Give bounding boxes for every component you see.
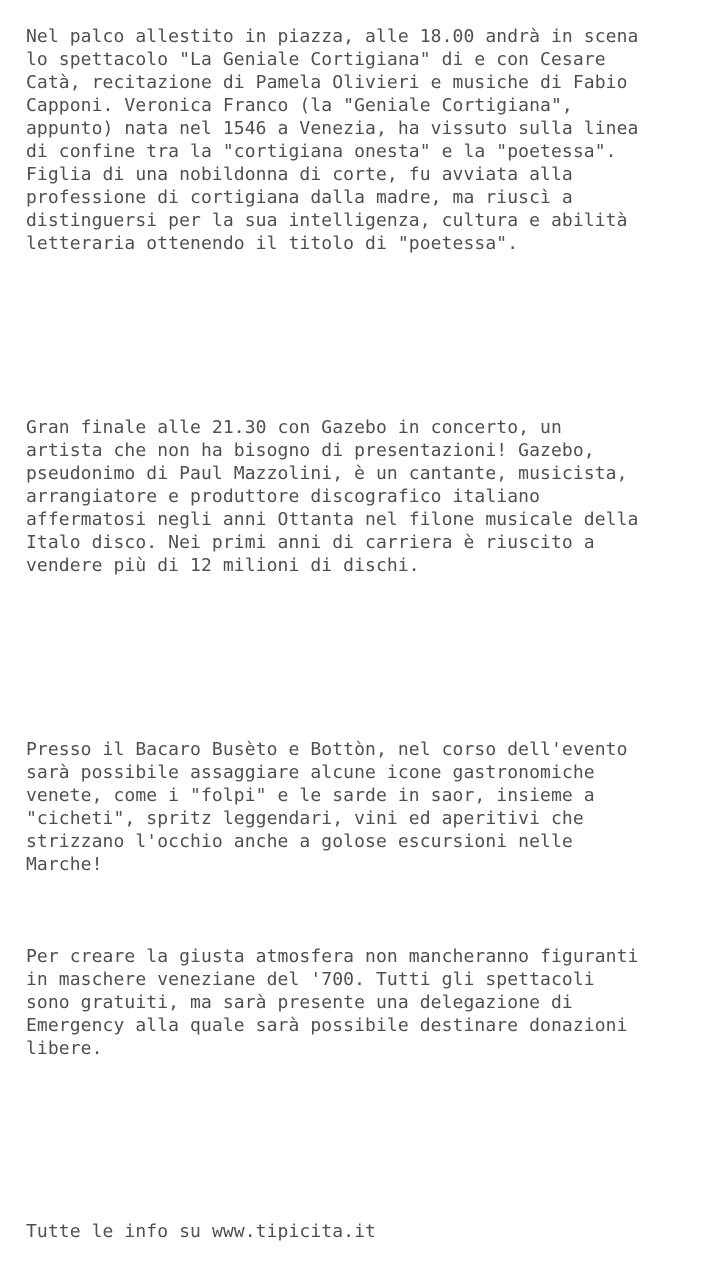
tipicita-link[interactable]: www.tipicita.it (211, 1221, 376, 1242)
paragraph-gazebo-concert: Gran finale alle 21.30 con Gazebo in concerto, un artista che non ha bisogno di presentazioni! Gazebo, pseudonimo di Paul Mazzolini, è un cantante, musicista, arrangiatore e produttore discografico italiano affermatosi negli anni Ottanta nel filone musicale della Italo disco. Nei primi anni di carriera è riuscito a vendere più di 12 milioni di dischi. (26, 417, 639, 576)
info-prefix: Tutte le info su (26, 1221, 212, 1242)
paragraph-geniale-cortigiana: Nel palco allestito in piazza, alle 18.00 andrà in scena lo spettacolo "La Geniale Cortigiana" di e con Cesare Catà, recitazione di Pamela Olivieri e musiche di Fabio Capponi. Veronica Franco (la "Geniale Cortigiana", appunto) nata nel 1546 a Venezia, ha vissuto sulla linea di confine tra la "cortigiana onesta" e la "poetessa". Figlia di una nobildonna di corte, fu avviata alla professione di cortigiana dalla madre, ma riuscì a distinguersi per la sua intelligenza, cultura e abilità letteraria ottenendo il titolo di "poetessa". (26, 26, 639, 254)
paragraph-masks-emergency: Per creare la giusta atmosfera non mancheranno figuranti in maschere veneziane del '700. Tutti gli spettacoli sono gratuiti, ma sarà presente una delegazione di Emergency alla quale sarà possibile destinare donazioni libere. (26, 946, 639, 1059)
paragraph-info (26, 1220, 696, 1243)
paragraph-bacaro-food: Presso il Bacaro Busèto e Bottòn, nel corso dell'evento sarà possibile assaggiare alcune icone gastronomiche venete, come i "folpi" e le sarde in saor, insieme a "cicheti", spritz leggendari, vini ed aperitivi che strizzano l'occhio anche a golose escursioni nelle Marche! (26, 739, 628, 875)
